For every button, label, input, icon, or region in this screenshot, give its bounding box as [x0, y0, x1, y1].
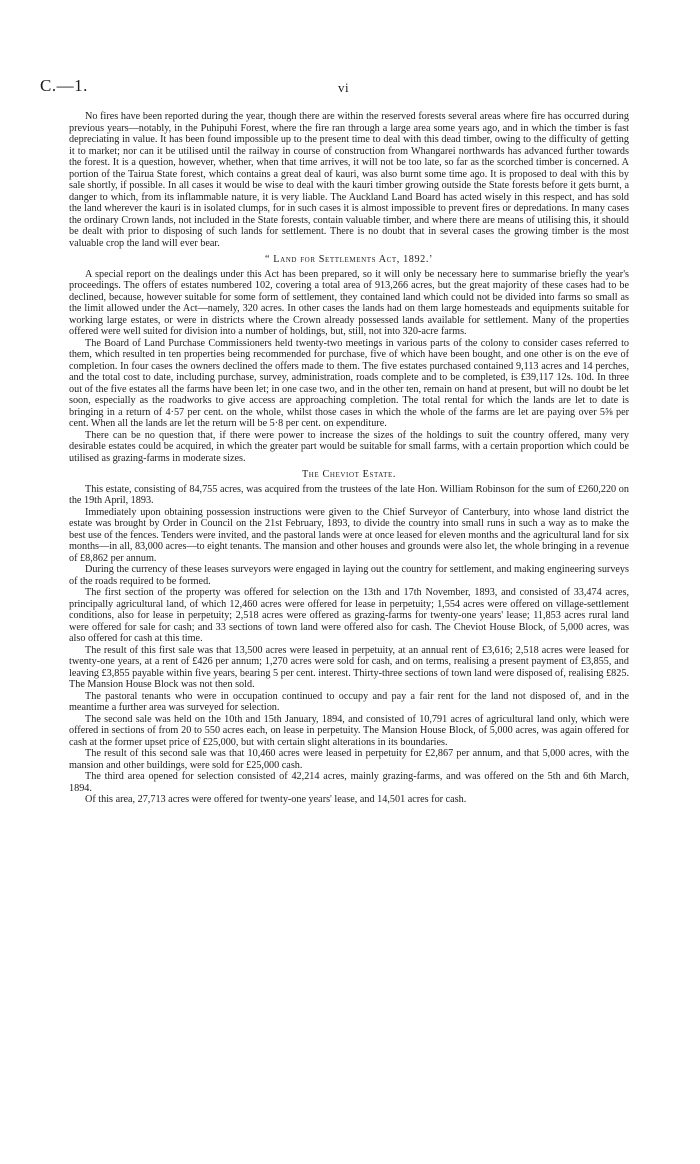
paragraph-forest-fires: No fires have been reported during the year, though there are within the reserved forests several areas where fire has occurred during previous years—notably, in the Puhipuhi Forest, where the fire ran through a large area some years ago, and in which the timber is fast depreciating in value. It has been found impossible up to the present time to deal with this dead timber, owing to the difficulty of getting it to market; nor can it be utilised until the railway in course of construction from Whangarei northwards has advanced further towards the forest. It is a question, however, whether, when that time arrives, it will not be too late, so far as the scorched timber is concerned. A portion of the Tairua State forest, which contains a great deal of kauri, was also burnt some time ago. It is proposed to deal with this by sale shortly, if possible. In all cases it would be wise to deal with the kauri timber growing outside the State forests before it gets burnt, a danger to which, from its inflammable nature, it is very liable. The Auckland Land Board has acted wisely in this respect, and has sold the land wherever the kauri is in isolated clumps, for in such cases it is almost impossible to prevent fires or depredations. In many cases the ordinary Crown lands, not included in the State forests, contain valuable timber, and where there are means of utilising this, it should be dealt with prior to disposing of such lands for settlement. There is no doubt that in several cases the growing timber is the most valuable crop the land will ever bear.	[69, 111, 629, 249]
paragraph-second-sale: The second sale was held on the 10th and 15th January, 1894, and consisted of 10,791 acres of agricultural land only, which were offered in sections of from 20 to 550 acres each, on lease in perpetuity. The Mansion House Block, of 5,000 acres, was again offered for cash at the former upset price of £25,000, but with certain slight alterations in its boundaries.	[69, 713, 629, 748]
paragraph-surveyors: During the currency of these leases surveyors were engaged in laying out the country for settlement, and making engineering surveys of the roads required to be formed.	[69, 564, 629, 587]
paragraph-first-section: The first section of the property was offered for selection on the 13th and 17th November, 1893, and consisted of 33,474 acres, principally agricultural land, of which 12,460 acres were offered for lease in perpetuity; 1,554 acres were offered on village-settlement conditions, also for lease in perpetuity; 2,518 acres were offered as grazing-farms for twenty-one years' lease; 11,853 acres rural land were offered for sale for cash; and 33 sections of town land were offered also for cash. The Cheviot House Block, of 5,000 acres, was also offered for cash at this time.	[69, 587, 629, 644]
paragraph-holdings-power: There can be no question that, if there were power to increase the sizes of the holdings to suit the country offered, many very desirable estates could be acquired, in which the greater part would be suitable for small farms, with a certain proportion which could be utilised as grazing-farms in moderate sizes.	[69, 429, 629, 464]
paragraph-third-area: The third area opened for selection consisted of 42,214 acres, mainly grazing-farms, and was offered on the 5th and 6th March, 1894.	[69, 771, 629, 794]
body-text	[69, 111, 629, 806]
report-reference: C.—1.	[40, 76, 88, 95]
paragraph-second-sale-result: The result of this second sale was that 10,460 acres were leased in perpetuity for £2,867 per annum, and that 5,000 acres, with the mansion and other buildings, were sold for £25,000 cash.	[69, 748, 629, 771]
paragraph-pastoral-tenants: The pastoral tenants who were in occupation continued to occupy and pay a fair rent for the land not disposed of, and in the meantime a further area was surveyed for selection.	[69, 690, 629, 713]
section-heading-cheviot-estate: The Cheviot Estate.	[301, 469, 397, 480]
paragraph-possession: Immediately upon obtaining possession instructions were given to the Chief Surveyor of Canterbury, into whose land district the estate was brought by Order in Council on the 21st February, 1893, to divide the country into small runs in such a way as to make the best use of the fences. Tenders were invited, and the pastoral lands were at once leased for eleven months and the agricultural land for six months—in all, 83,000 acres—to eight tenants. The mansion and other houses and grounds were also let, the whole bringing in a revenue of £8,862 per annum.	[69, 506, 629, 564]
paragraph-first-sale-result: The result of this first sale was that 13,500 acres were leased in perpetuity, at an annual rent of £3,616; 2,518 acres were leased for twenty-one years, at a rent of £426 per annum; 1,270 acres were sold for cash, and on terms, realising a present payment of £3,855, and leaving £3,855 payable within five years, bearing 5 per cent. interest. Thirty-three sections of town land were disposed of, realising £825. The Mansion House Block was not then sold.	[69, 644, 629, 690]
paragraph-estate-acquired: This estate, consisting of 84,755 acres, was acquired from the trustees of the late Hon. William Robinson for the sum of £260,220 on the 19th April, 1893.	[69, 483, 629, 506]
paragraph-board-commissioners: The Board of Land Purchase Commissioners held twenty-two meetings in various parts of the colony to consider cases referred to them, which resulted in ten properties being recommended for purchase, five of which have been bought, and one other is on the eve of completion. In four cases the owners declined the offers made to them. The five estates purchased contained 9,113 acres and 14 perches, and the total cost to date, including purchase, survey, administration, roads complete and to be completed, is £39,117 12s. 10d. In three out of the five estates all the farms have been let; in one case two, and in the other ten, remain on hand at present, but will no doubt be let soon, especially as the roadworks to give access are approaching completion. The total rental for which the lands are let to date is bringing in a return of 4·57 per cent. on the whole, whilst those cases in which the whole of the farms are let are paying over 5⅝ per cent. When all the lands are let the return will be 5·8 per cent. on expenditure.	[69, 337, 629, 429]
paragraph-third-area-breakdown: Of this area, 27,713 acres were offered for twenty-one years' lease, and 14,501 acres for cash.	[85, 794, 467, 805]
section-heading-land-for-settlements: “ Land for Settlements Act, 1892.’	[264, 254, 434, 265]
page-number: vi	[338, 80, 350, 95]
paragraph-special-report: A special report on the dealings under this Act has been prepared, so it will only be necessary here to summarise briefly the year's proceedings. The offers of estates numbered 102, covering a total area of 913,266 acres, but the great majority of these cases had to be declined, because, however suitable for some form of settlement, they contained land which could not be divided into farms so small as the limit allowed under the Act—namely, 320 acres. In other cases the lands had on them large homesteads and equipments suitable for working large estates, or were in districts where the Crown already possessed lands available for settlement. Many of the properties offered were well suited for division into a number of holdings, but, still, not into 320-acre farms.	[69, 268, 629, 337]
